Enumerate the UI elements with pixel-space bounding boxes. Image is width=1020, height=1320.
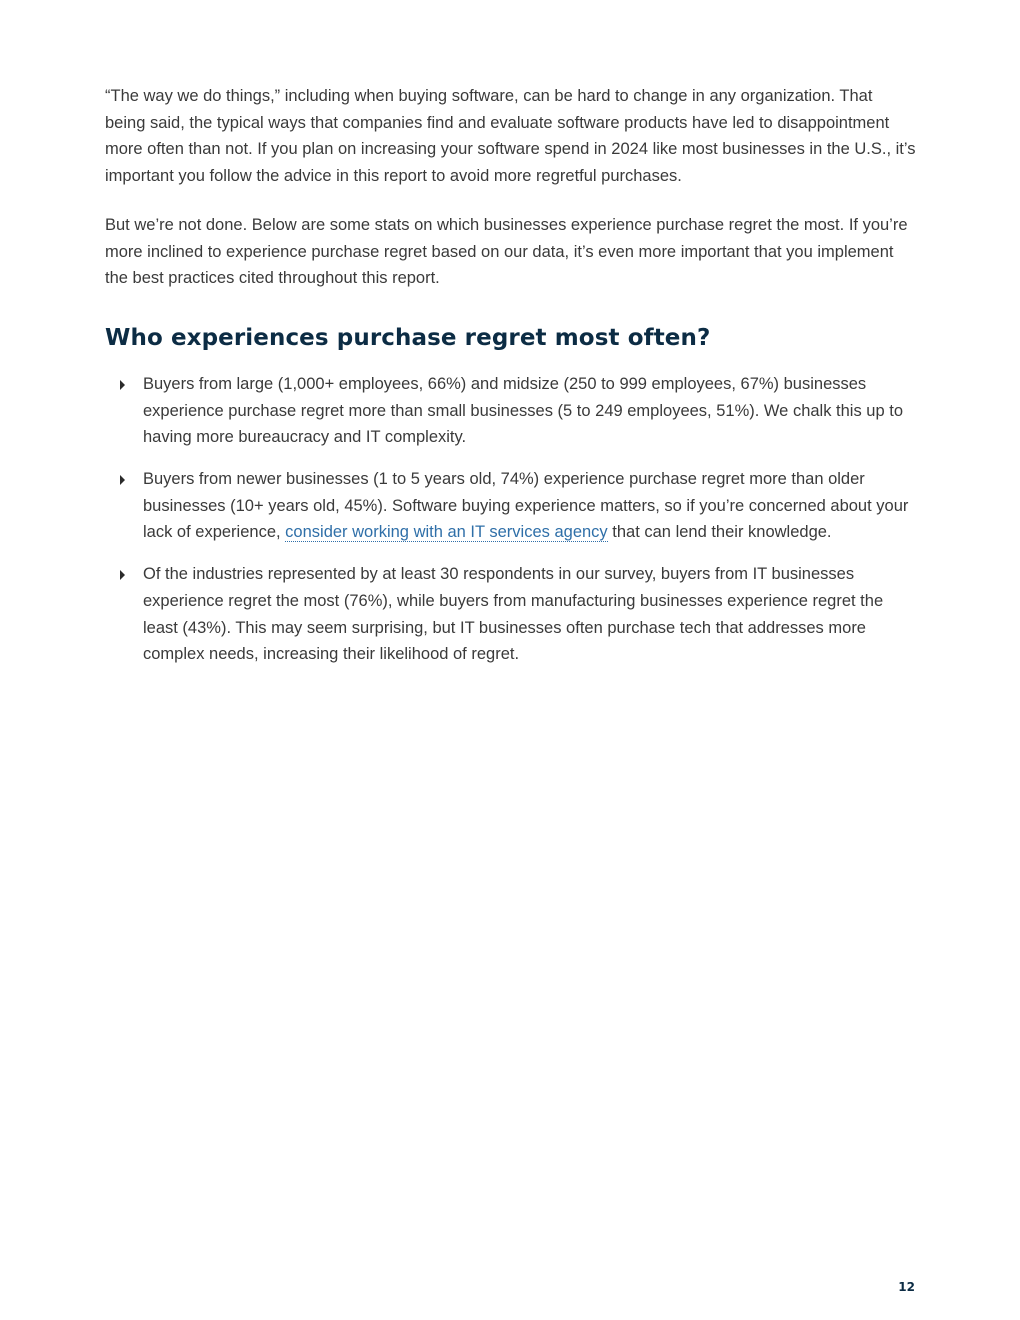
bullet-list (105, 371, 917, 668)
intro-paragraph-1: “The way we do things,” including when buying software, can be hard to change in any organization. That being said, the typical ways that companies find and evaluate software products have led to disappointment more often than not. If you plan on increasing your software spend in 2024 like most businesses in the U.S., it’s important you follow the advice in this report to avoid more regretful purchases. (105, 87, 916, 186)
bullet-item-company-size (105, 371, 917, 451)
bullet-item-company-age (105, 466, 917, 546)
bullet-item-industry (105, 561, 917, 668)
caret-right-icon (120, 380, 125, 390)
intro-paragraph-2: But we’re not done. Below are some stats on which businesses experience purchase regret the most. If you’re more inclined to experience purchase regret based on our data, it’s even more important that you implement the best practices cited throughout this report. (105, 215, 908, 288)
section-heading: Who experiences purchase regret most often? (105, 324, 711, 351)
caret-right-icon (120, 570, 125, 580)
page-number: 12 (898, 1280, 915, 1294)
it-services-agency-link[interactable]: consider working with an IT services agency (285, 523, 608, 542)
bullet-text: Of the industries represented by at least 30 respondents in our survey, buyers from IT businesses experience regret the most (76%), while buyers from manufacturing businesses experience regret the least (43%). This may seem surprising, but IT businesses often purchase tech that addresses more complex needs, increasing their likelihood of regret. (143, 565, 884, 664)
bullet-text-after-link: that can lend their knowledge. (607, 523, 832, 542)
page-content (105, 83, 917, 668)
bullet-text-before-link: Buyers from newer businesses (1 to 5 years old, 74%) experience purchase regret more than older businesses (10+ years old, 45%). Software buying experience matters, so if you’re concerned about your lack of experience, (143, 470, 909, 542)
bullet-text: Buyers from large (1,000+ employees, 66%) and midsize (250 to 999 employees, 67%) businesses experience purchase regret more than small businesses (5 to 249 employees, 51%). We chalk this up to having more bureaucracy and IT complexity. (143, 374, 904, 447)
caret-right-icon (120, 475, 125, 485)
